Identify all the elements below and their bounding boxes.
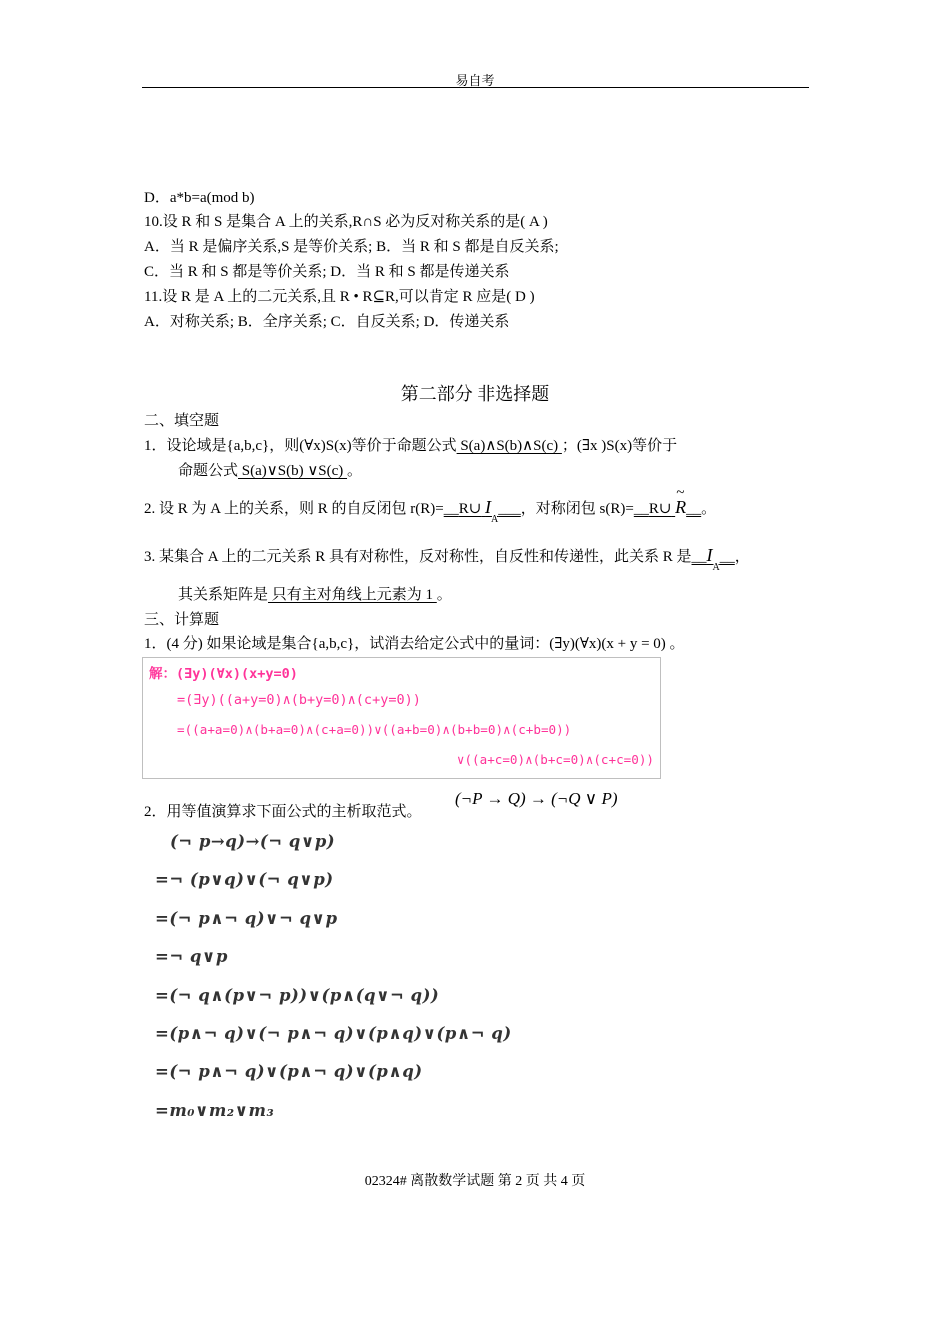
page-footer: 02324# 离散数学试题 第 2 页 共 4 页 — [364, 1174, 586, 1189]
derivation-step-5: =(¬ q∧(p∨¬ p))∨(p∧(q∨¬ q)) — [155, 986, 440, 1005]
fill-q2-ans1-r: R∪ — [458, 501, 482, 517]
fill-q3-b-end: 。 — [436, 587, 452, 603]
solution-line-3: =((a+a=0)∧(b+a=0)∧(c+a=0))∨((a+b=0)∧(b+b=0)∧(c+b=0)) — [177, 722, 572, 737]
solution-line-4: ∨((a+c=0)∧(b+c=0)∧(c+c=0)) — [456, 752, 654, 767]
fill-q3-end: ， — [734, 549, 750, 565]
fill-question-1-line-2 — [178, 459, 362, 480]
part-two-title: 第二部分 非选择题 — [400, 384, 550, 404]
calc-question-2-formula: (¬P → Q) → (¬Q ∨ P) — [455, 789, 618, 808]
fill-q2-answer-2: __R∪ ~ R__ — [634, 501, 701, 517]
calc-question-2: 2．用等值演算求下面公式的主析取范式。 — [144, 804, 422, 820]
fill-q3-ans-i: I — [706, 545, 713, 565]
fill-q2-end: 。 — [701, 501, 717, 517]
fill-question-3-line-2 — [178, 583, 452, 604]
derivation-step-6: =(p∧¬ q)∨(¬ p∧¬ q)∨(p∧q)∨(p∧¬ q) — [155, 1024, 512, 1043]
header-divider — [142, 87, 809, 88]
page-header-title: 易自考 — [455, 73, 495, 88]
fill-q1-answer-1: S(a)∧S(b)∧S(c) — [456, 438, 562, 454]
fill-q1-text-a: 1．设论域是{a,b,c}，则(∀x)S(x)等价于命题公式 — [144, 438, 457, 454]
derivation-step-4: =¬ q∨p — [155, 947, 228, 966]
calc-question-1: 1．(4 分) 如果论域是集合{a,b,c}，试消去给定公式中的量词：(∃y)(∀x)(x + y = 0) 。 — [144, 636, 685, 652]
fill-q3-answer-2: 只有主对角线上元素为 1 — [268, 587, 437, 603]
fill-q1-text-c: 命题公式 — [178, 463, 239, 479]
fill-q3-ans-sub: A — [712, 562, 720, 573]
fill-q2-text-b: ，对称闭包 s(R)= — [520, 501, 634, 517]
fill-q3-text-a: 3. 某集合 A 上的二元关系 R 具有对称性，反对称性，自反性和传递性，此关系 R 是 — [144, 549, 692, 565]
solution-line-1: 解：(∃y)(∀x)(x+y=0) — [149, 666, 298, 682]
fill-blank-heading: 二、填空题 — [144, 413, 220, 429]
derivation-step-7: =(¬ p∧¬ q)∨(p∧¬ q)∨(p∧q) — [155, 1062, 423, 1081]
fill-q2-ans2-rtilde: ~ R — [675, 497, 686, 518]
question-10: 10.设 R 和 S 是集合 A 上的关系,R∩S 必为反对称关系的是( A ) — [144, 214, 548, 230]
fill-question-3-line-1 — [144, 545, 750, 573]
fill-q2-ans1-sub: A — [491, 514, 499, 525]
solution-box — [142, 657, 661, 779]
question-10-options-ab: A．当 R 是偏序关系,S 是等价关系; B．当 R 和 S 都是自反关系; — [144, 239, 559, 255]
fill-q2-ans1-i: I — [485, 497, 492, 517]
question-11: 11.设 R 是 A 上的二元关系,且 R • R⊆R,可以肯定 R 应是( D ) — [144, 289, 535, 305]
derivation-step-1: (¬ p→q)→(¬ q∨p) — [170, 832, 336, 851]
question-11-options: A．对称关系; B．全序关系; C．自反关系; D．传递关系 — [144, 314, 510, 330]
fill-question-2 — [144, 497, 717, 525]
fill-q1-answer-2: S(a)∨S(b) ∨S(c) — [238, 463, 348, 479]
fill-question-1-line-1 — [144, 434, 677, 455]
question-10-options-cd: C．当 R 和 S 都是等价关系; D．当 R 和 S 都是传递关系 — [144, 264, 510, 280]
fill-q1-end: 。 — [347, 463, 363, 479]
fill-q3-answer-1: $\_\_I_A\_\_$ — [691, 545, 735, 573]
fill-q2-answer-1: __R∪ $I_A\_\_\_$ — [443, 497, 521, 525]
derivation-step-3: =(¬ p∧¬ q)∨¬ q∨p — [155, 909, 338, 928]
calc-heading: 三、计算题 — [144, 612, 220, 628]
derivation-step-2: =¬ (p∨q)∨(¬ q∨p) — [155, 870, 334, 889]
fill-q2-ans2-r: R∪ — [648, 501, 672, 517]
fill-q1-text-b: ；(∃x )S(x)等价于 — [561, 438, 678, 454]
fill-q3-text-b: 其关系矩阵是 — [178, 587, 269, 603]
solution-line-2: =(∃y)((a+y=0)∧(b+y=0)∧(c+y=0)) — [177, 692, 421, 708]
question-9-option-d: D．a*b=a(mod b) — [144, 190, 255, 206]
derivation-step-8: =m₀∨m₂∨m₃ — [155, 1101, 275, 1120]
fill-q2-text-a: 2. 设 R 为 A 上的关系，则 R 的自反闭包 r(R)= — [144, 501, 444, 517]
